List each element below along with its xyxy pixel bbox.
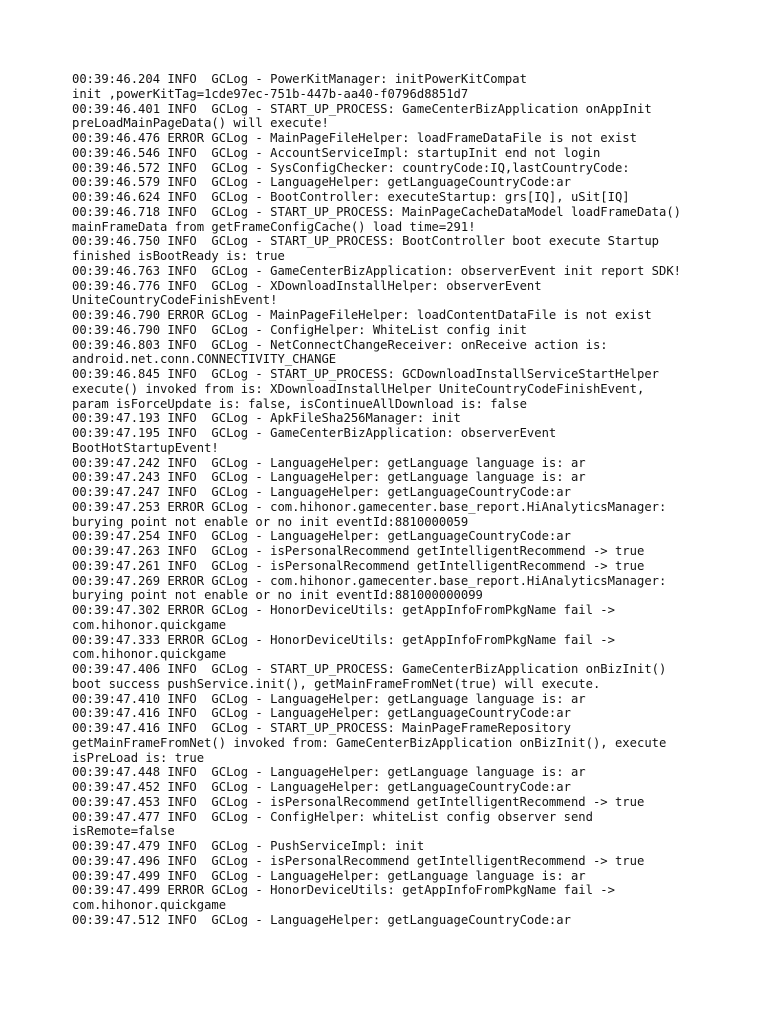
log-line: 00:39:47.193 INFO GCLog - ApkFileSha256Manager: init — [72, 411, 461, 426]
log-line: 00:39:47.406 INFO GCLog - START_UP_PROCESS: GameCenterBizApplication onBizInit() — [72, 662, 667, 676]
log-document — [72, 72, 752, 928]
log-line: 00:39:46.546 INFO GCLog - AccountServiceImpl: startupInit end not login — [72, 145, 601, 160]
log-line: burying point not enable or no init eventId:8810000059 — [72, 514, 469, 529]
log-line: 00:39:46.401 INFO GCLog - START_UP_PROCESS: GameCenterBizApplication onAppInit — [72, 101, 652, 116]
log-line: 00:39:47.263 INFO GCLog - isPersonalRecommend getIntelligentRecommend -> true — [72, 544, 645, 558]
log-line: 00:39:47.499 ERROR GCLog - HonorDeviceUtils: getAppInfoFromPkgName fail -> — [72, 883, 615, 898]
log-line: 00:39:46.750 INFO GCLog - START_UP_PROCESS: BootController boot execute Startup — [72, 234, 659, 249]
log-line: 00:39:47.410 INFO GCLog - LanguageHelper: getLanguage language is: ar — [72, 691, 586, 706]
log-line: isRemote=false — [72, 824, 175, 839]
log-line: 00:39:47.499 INFO GCLog - LanguageHelper: getLanguage language is: ar — [72, 868, 586, 883]
log-line: 00:39:47.247 INFO GCLog - LanguageHelper: getLanguageCountryCode:ar — [72, 485, 571, 499]
log-line: param isForceUpdate is: false, isContinueAllDownload is: false — [72, 396, 527, 411]
log-line: 00:39:46.776 INFO GCLog - XDownloadInstallHelper: observerEvent — [72, 278, 542, 293]
log-line: android.net.conn.CONNECTIVITY_CHANGE — [72, 352, 337, 367]
log-line: 00:39:47.243 INFO GCLog - LanguageHelper: getLanguage language is: ar — [72, 470, 586, 485]
log-line: UniteCountryCodeFinishEvent! — [72, 293, 278, 308]
log-line: 00:39:46.476 ERROR GCLog - MainPageFileHelper: loadFrameDataFile is not exist — [72, 131, 637, 145]
log-line: 00:39:47.448 INFO GCLog - LanguageHelper: getLanguage language is: ar — [72, 765, 586, 780]
log-line: 00:39:47.269 ERROR GCLog - com.hihonor.gamecenter.base_report.HiAnalyticsManager: — [72, 573, 667, 588]
log-line: 00:39:47.452 INFO GCLog - LanguageHelper: getLanguageCountryCode:ar — [72, 780, 571, 794]
log-line: 00:39:47.302 ERROR GCLog - HonorDeviceUtils: getAppInfoFromPkgName fail -> — [72, 603, 615, 617]
log-line: 00:39:46.763 INFO GCLog - GameCenterBizApplication: observerEvent init report SDK! — [72, 263, 682, 278]
log-line: 00:39:47.496 INFO GCLog - isPersonalRecommend getIntelligentRecommend -> true — [72, 853, 645, 868]
log-line: 00:39:46.204 INFO GCLog - PowerKitManager: initPowerKitCompat — [72, 72, 527, 86]
log-line: 00:39:47.416 INFO GCLog - START_UP_PROCESS: MainPageFrameRepository — [72, 721, 571, 735]
log-line: mainFrameData from getFrameConfigCache() load time=291! — [72, 219, 476, 234]
log-line: 00:39:47.512 INFO GCLog - LanguageHelper: getLanguageCountryCode:ar — [72, 912, 571, 927]
log-line: 00:39:46.845 INFO GCLog - START_UP_PROCESS: GCDownloadInstallServiceStartHelper — [72, 367, 659, 381]
log-line: 00:39:47.477 INFO GCLog - ConfigHelper: whiteList config observer send — [72, 809, 593, 824]
log-line: finished isBootReady is: true — [72, 249, 285, 263]
log-line: 00:39:47.195 INFO GCLog - GameCenterBizApplication: observerEvent — [72, 426, 557, 440]
log-line: 00:39:46.790 ERROR GCLog - MainPageFileHelper: loadContentDataFile is not exist — [72, 308, 652, 322]
log-line: burying point not enable or no init eventId:881000000099 — [72, 588, 483, 603]
log-line: getMainFrameFromNet() invoked from: GameCenterBizApplication onBizInit(), execute — [72, 735, 667, 750]
log-line: com.hihonor.quickgame — [72, 647, 227, 662]
log-line: 00:39:47.261 INFO GCLog - isPersonalRecommend getIntelligentRecommend -> true — [72, 558, 645, 573]
log-line: BootHotStartupEvent! — [72, 440, 219, 455]
log-line: 00:39:46.624 INFO GCLog - BootController: executeStartup: grs[IQ], uSit[IQ] — [72, 190, 630, 204]
log-line: 00:39:46.572 INFO GCLog - SysConfigChecker: countryCode:IQ,lastCountryCode: — [72, 160, 630, 175]
log-line: com.hihonor.quickgame — [72, 617, 227, 632]
log-line: 00:39:47.254 INFO GCLog - LanguageHelper: getLanguageCountryCode:ar — [72, 529, 571, 544]
log-line: 00:39:47.242 INFO GCLog - LanguageHelper: getLanguage language is: ar — [72, 455, 586, 470]
log-line: 00:39:47.253 ERROR GCLog - com.hihonor.gamecenter.base_report.HiAnalyticsManager: — [72, 499, 667, 514]
log-line: boot success pushService.init(), getMainFrameFromNet(true) will execute. — [72, 676, 601, 691]
log-line: init ,powerKitTag=1cde97ec-751b-447b-aa40-f0796d8851d7 — [72, 86, 469, 101]
log-line: 00:39:47.416 INFO GCLog - LanguageHelper: getLanguageCountryCode:ar — [72, 706, 571, 721]
log-line: 00:39:47.333 ERROR GCLog - HonorDeviceUtils: getAppInfoFromPkgName fail -> — [72, 632, 615, 647]
log-line: com.hihonor.quickgame — [72, 898, 227, 912]
log-line: 00:39:46.803 INFO GCLog - NetConnectChangeReceiver: onReceive action is: — [72, 337, 608, 352]
log-line: 00:39:46.790 INFO GCLog - ConfigHelper: WhiteList config init — [72, 322, 527, 337]
log-line: 00:39:47.453 INFO GCLog - isPersonalRecommend getIntelligentRecommend -> true — [72, 794, 645, 809]
log-line: execute() invoked from is: XDownloadInstallHelper UniteCountryCodeFinishEvent, — [72, 381, 645, 396]
log-line: 00:39:46.579 INFO GCLog - LanguageHelper: getLanguageCountryCode:ar — [72, 175, 571, 190]
log-line: 00:39:47.479 INFO GCLog - PushServiceImpl: init — [72, 839, 425, 853]
log-line: isPreLoad is: true — [72, 750, 205, 765]
log-line: preLoadMainPageData() will execute! — [72, 116, 329, 131]
log-line: 00:39:46.718 INFO GCLog - START_UP_PROCESS: MainPageCacheDataModel loadFrameData() — [72, 204, 682, 219]
